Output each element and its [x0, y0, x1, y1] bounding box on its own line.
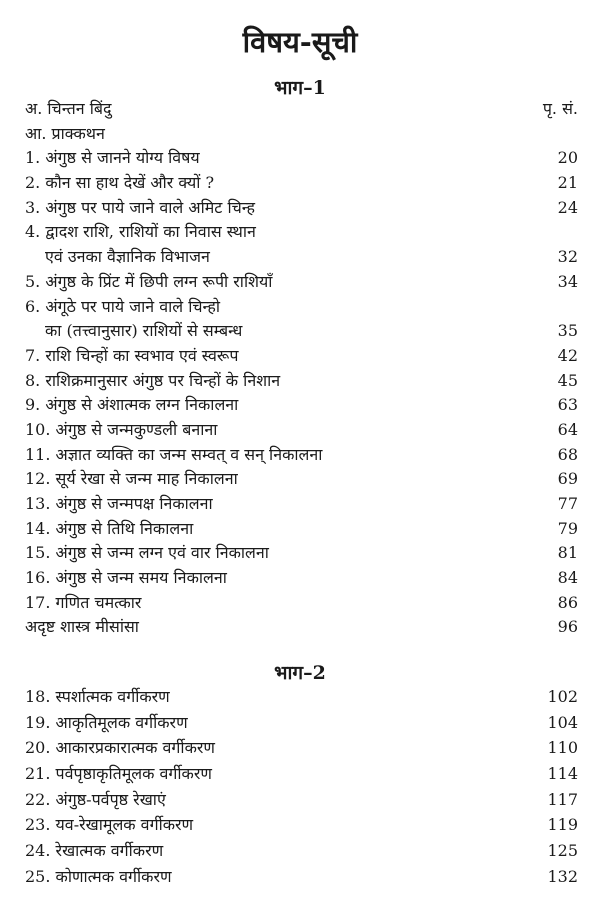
toc-entry-page: 102 — [547, 687, 578, 706]
toc-entry-title: 21. पर्वपृष्ठाकृतिमूलक वर्गीकरण — [25, 764, 212, 784]
toc-entry-page: 96 — [557, 617, 578, 637]
toc-entry-page: 110 — [547, 738, 578, 758]
part1-heading: भाग–1 — [274, 77, 326, 99]
toc-entry-title: एवं उनका वैज्ञानिक विभाजन — [45, 247, 210, 267]
toc-entry-title: 23. यव-रेखामूलक वर्गीकरण — [25, 815, 194, 835]
toc-entry-title: 10. अंगुष्ठ से जन्मकुण्डली बनाना — [25, 419, 218, 439]
toc-entry-page: 114 — [547, 764, 578, 784]
toc-entry — [25, 443, 578, 468]
toc-entry-page: पृ. सं. — [542, 99, 578, 118]
toc-entry — [25, 171, 578, 196]
toc-entry-title: 19. आकृतिमूलक वर्गीकरण — [25, 712, 188, 732]
toc-entry-page: 35 — [557, 321, 578, 341]
toc-entry — [25, 492, 578, 517]
toc-entry — [25, 295, 578, 320]
toc-entry-page: 42 — [557, 345, 578, 365]
toc-entry — [25, 838, 578, 864]
toc-entry-page: 117 — [547, 789, 578, 809]
toc-entry — [25, 319, 578, 344]
toc-entry-page: 24 — [557, 197, 578, 217]
toc-entry-title: 3. अंगुष्ठ पर पाये जाने वाले अमिट चिन्ह — [25, 197, 256, 217]
toc-entry-page — [538, 220, 578, 245]
toc-entry — [25, 684, 578, 710]
toc-entry-page: 79 — [557, 518, 578, 538]
toc-entry — [25, 97, 578, 122]
toc-entry — [25, 245, 578, 270]
toc-entry-title: 12. सूर्य रेखा से जन्म माह निकालना — [25, 469, 238, 489]
toc-entry — [25, 270, 578, 295]
toc-entry-title: 17. गणित चमत्कार — [25, 592, 142, 612]
toc-entry-title: 14. अंगुष्ठ से तिथि निकालना — [25, 518, 194, 538]
toc-entry — [25, 418, 578, 443]
toc-entry — [25, 761, 578, 787]
toc-entry-page: 63 — [557, 395, 578, 415]
toc-entry-page: 69 — [557, 469, 578, 489]
toc-entry-title: 2. कौन सा हाथ देखें और क्यों ? — [25, 173, 215, 193]
toc-entry-title: 15. अंगुष्ठ से जन्म लग्न एवं वार निकालना — [25, 543, 269, 563]
toc-entry — [25, 220, 578, 245]
toc-entry-title: 20. आकारप्रकारात्मक वर्गीकरण — [25, 738, 215, 758]
toc-entry-title: अदृष्ट शास्त्र मीसांसा — [25, 617, 139, 637]
part1-toc-list — [25, 97, 578, 640]
toc-entry-page: 77 — [557, 494, 578, 513]
toc-entry-page: 34 — [557, 271, 578, 291]
toc-entry-page: 21 — [557, 173, 578, 193]
toc-entry-page: 45 — [557, 370, 578, 390]
toc-entry-page: 68 — [557, 444, 578, 464]
toc-entry-title: 8. राशिक्रमानुसार अंगुष्ठ पर चिन्हों के निशान — [25, 370, 281, 390]
toc-entry — [25, 344, 578, 369]
toc-entry-title: 18. स्पर्शात्मक वर्गीकरण — [25, 687, 170, 706]
toc-entry — [25, 566, 578, 591]
toc-entry-page: 81 — [557, 543, 578, 563]
toc-entry-title: का (तत्त्वानुसार) राशियों से सम्बन्ध — [45, 321, 243, 341]
toc-entry — [25, 146, 578, 171]
toc-entry — [25, 812, 578, 838]
toc-entry-title: 1. अंगुष्ठ से जानने योग्य विषय — [25, 148, 200, 168]
toc-entry-page: 86 — [557, 592, 578, 612]
toc-entry-title: 11. अज्ञात व्यक्ति का जन्म सम्वत् व सन् निकालना — [25, 444, 323, 464]
toc-entry-page: 125 — [547, 841, 578, 861]
toc-entry — [25, 517, 578, 542]
toc-entry — [25, 710, 578, 736]
toc-entry-title: 13. अंगुष्ठ से जन्मपक्ष निकालना — [25, 494, 213, 513]
toc-entry — [25, 541, 578, 566]
toc-entry — [25, 369, 578, 394]
toc-entry — [25, 735, 578, 761]
toc-entry-title: 4. द्वादश राशि, राशियों का निवास स्थान — [25, 222, 256, 242]
toc-entry-title: 16. अंगुष्ठ से जन्म समय निकालना — [25, 568, 227, 588]
toc-entry-title: 24. रेखात्मक वर्गीकरण — [25, 841, 164, 861]
toc-entry — [25, 122, 578, 147]
toc-entry-title: आ. प्राक्कथन — [25, 123, 105, 143]
toc-entry-title: 25. कोणात्मक वर्गीकरण — [25, 866, 172, 886]
toc-entry-page: 32 — [557, 247, 578, 267]
toc-entry-title: 9. अंगुष्ठ से अंशात्मक लग्न निकालना — [25, 395, 239, 415]
toc-entry-title: 22. अंगुष्ठ-पर्वपृष्ठ रेखाएं — [25, 789, 166, 809]
page-title: विषय-सूची — [242, 25, 358, 59]
toc-entry-page: 132 — [547, 866, 578, 886]
toc-entry — [25, 467, 578, 492]
toc-entry-title: 7. राशि चिन्हों का स्वभाव एवं स्वरूप — [25, 345, 239, 365]
toc-entry-page: 84 — [557, 568, 578, 588]
toc-entry-page: 119 — [547, 815, 578, 835]
toc-entry-title: 5. अंगुष्ठ के प्रिंट में छिपी लग्न रूपी राशियाँ — [25, 271, 273, 291]
toc-entry — [25, 787, 578, 813]
toc-entry-page: 64 — [557, 419, 578, 439]
toc-entry-page: 20 — [557, 148, 578, 168]
part2-heading: भाग–2 — [274, 662, 326, 684]
toc-entry — [25, 591, 578, 616]
toc-entry-title: अ. चिन्तन बिंदु — [25, 99, 112, 118]
toc-entry — [25, 864, 578, 890]
toc-entry — [25, 393, 578, 418]
toc-entry — [25, 615, 578, 640]
toc-entry-page: 104 — [547, 712, 578, 732]
toc-entry-page — [538, 295, 578, 320]
toc-entry-title: 6. अंगूठे पर पाये जाने वाले चिन्हो — [25, 296, 220, 316]
toc-entry-page — [538, 122, 578, 147]
toc-entry — [25, 196, 578, 221]
part2-toc-list — [25, 684, 578, 890]
